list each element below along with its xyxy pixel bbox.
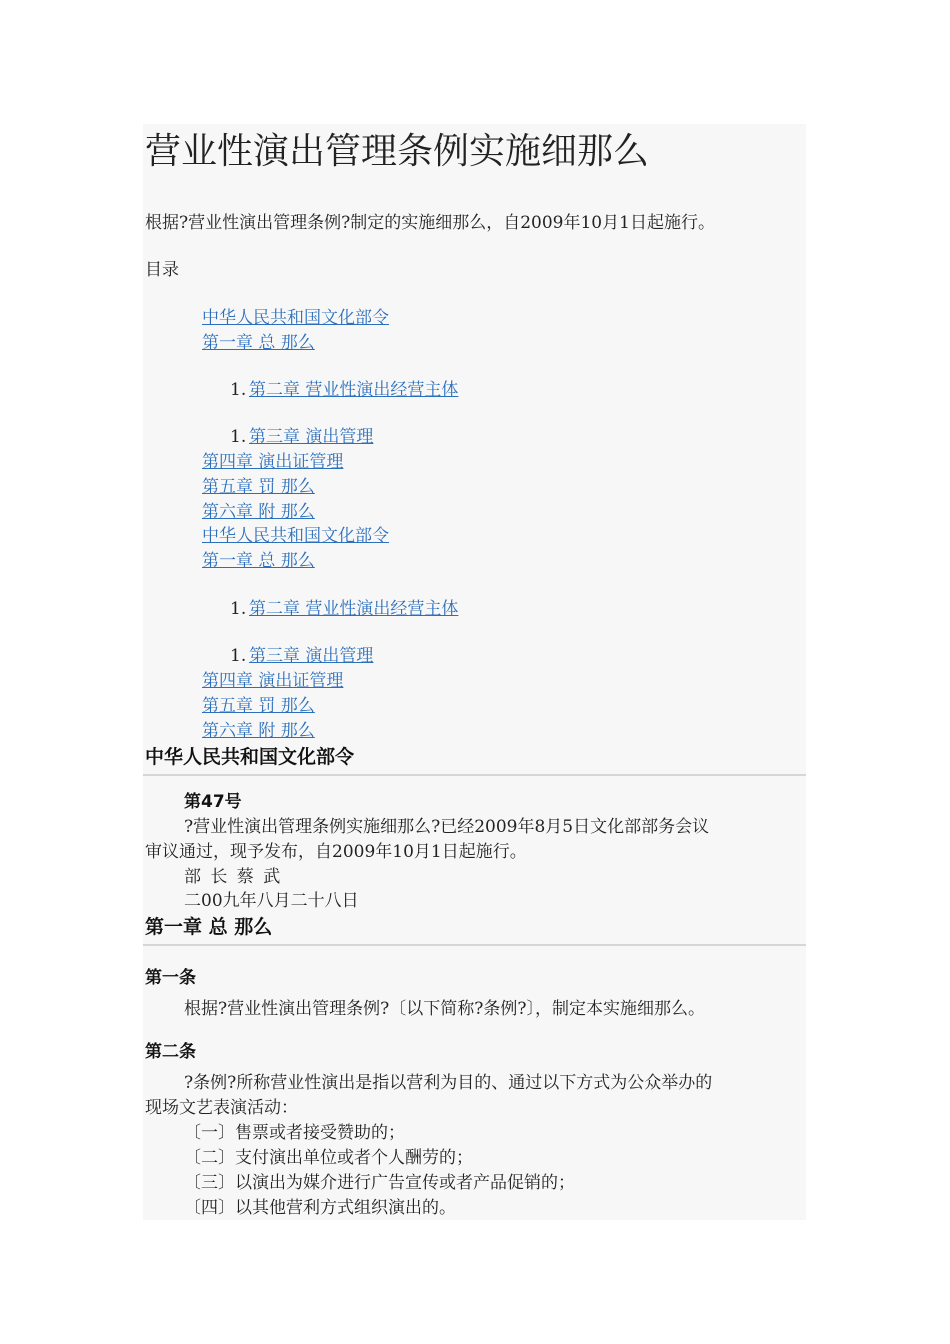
decree-heading: 中华人民共和国文化部令 bbox=[145, 746, 355, 768]
toc-link-chapter-2[interactable]: 第二章 营业性演出经营主体 bbox=[249, 599, 459, 619]
decree-body-line: ?营业性演出管理条例实施细那么?已经2009年8月5日文化部部务会议 bbox=[184, 817, 710, 837]
toc-list-number: 1. bbox=[230, 646, 247, 666]
toc-link-chapter-6[interactable]: 第六章 附 那么 bbox=[202, 721, 315, 741]
article-2-item: 〔二〕支付演出单位或者个人酬劳的； bbox=[184, 1148, 473, 1168]
intro-text: 根据?营业性演出管理条例?制定的实施细那么，自2009年10月1日起施行。 bbox=[145, 213, 715, 233]
article-2-title: 第二条 bbox=[145, 1042, 196, 1062]
section-divider bbox=[143, 944, 806, 946]
article-2-item: 〔一〕售票或者接受赞助的； bbox=[184, 1123, 405, 1143]
article-2-text-line: 现场文艺表演活动： bbox=[145, 1098, 298, 1118]
decree-date: 二00九年八月二十八日 bbox=[184, 891, 359, 911]
toc-link-chapter-5[interactable]: 第五章 罚 那么 bbox=[202, 477, 315, 497]
article-1-title: 第一条 bbox=[145, 968, 196, 988]
toc-list-number: 1. bbox=[230, 599, 247, 619]
toc-link-chapter-5[interactable]: 第五章 罚 那么 bbox=[202, 696, 315, 716]
section-divider bbox=[143, 774, 806, 776]
toc-link-chapter-3[interactable]: 第三章 演出管理 bbox=[249, 427, 374, 447]
toc-link-chapter-3[interactable]: 第三章 演出管理 bbox=[249, 646, 374, 666]
article-2-text-line: ?条例?所称营业性演出是指以营利为目的、通过以下方式为公众举办的 bbox=[184, 1073, 713, 1093]
toc-link-chapter-1[interactable]: 第一章 总 那么 bbox=[202, 333, 315, 353]
toc-link-ministry-order[interactable]: 中华人民共和国文化部令 bbox=[202, 308, 389, 328]
article-1-text: 根据?营业性演出管理条例?〔以下简称?条例?〕，制定本实施细那么。 bbox=[184, 999, 705, 1019]
toc-link-chapter-6[interactable]: 第六章 附 那么 bbox=[202, 502, 315, 522]
toc-label: 目录 bbox=[145, 260, 179, 280]
toc-list-number: 1. bbox=[230, 380, 247, 400]
toc-link-chapter-1[interactable]: 第一章 总 那么 bbox=[202, 551, 315, 571]
chapter-1-heading: 第一章 总 那么 bbox=[145, 916, 273, 938]
decree-body-line: 审议通过，现予发布，自2009年10月1日起施行。 bbox=[145, 842, 527, 862]
toc-link-chapter-4[interactable]: 第四章 演出证管理 bbox=[202, 671, 344, 691]
toc-link-ministry-order[interactable]: 中华人民共和国文化部令 bbox=[202, 526, 389, 546]
article-2-item: 〔四〕以其他营利方式组织演出的。 bbox=[184, 1198, 456, 1218]
decree-number: 第47号 bbox=[184, 792, 242, 812]
toc-link-chapter-2[interactable]: 第二章 营业性演出经营主体 bbox=[249, 380, 459, 400]
toc-link-chapter-4[interactable]: 第四章 演出证管理 bbox=[202, 452, 344, 472]
toc-list-number: 1. bbox=[230, 427, 247, 447]
document-title: 营业性演出管理条例实施细那么 bbox=[145, 131, 650, 172]
decree-minister: 部 长 蔡 武 bbox=[184, 867, 283, 887]
article-2-item: 〔三〕以演出为媒介进行广告宣传或者产品促销的； bbox=[184, 1173, 575, 1193]
